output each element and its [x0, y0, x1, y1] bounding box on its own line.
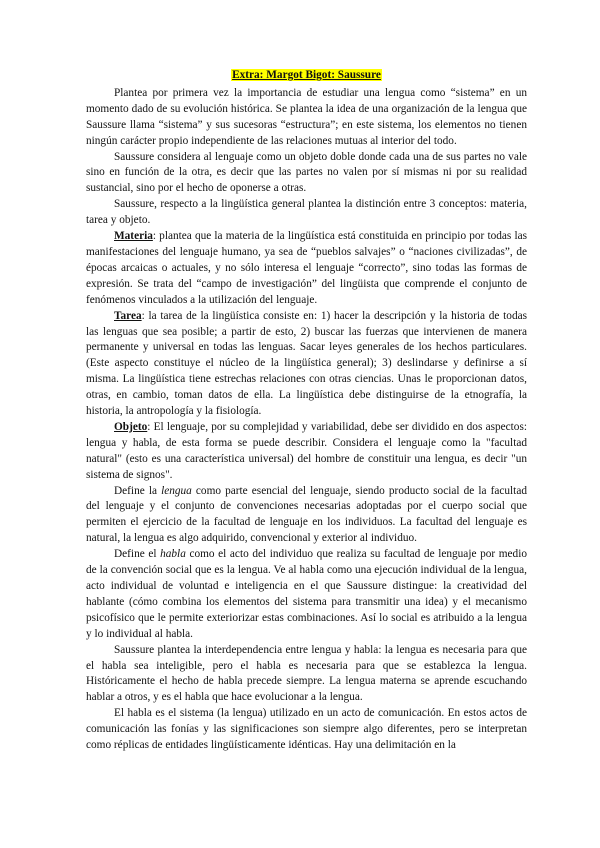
term-materia: Materia	[114, 230, 153, 243]
paragraph-habla: Define el habla como el acto del individuo que realiza su facultad de lenguaje por medio de la convención social que es la lengua. Ve al habla como una ejecución individual de la lengua, acto individual de voluntad e inteligencia en el que Saussure distingue: la creatividad del hablante (cómo combina los elementos del sistema para transmitir una idea) y el mecanismo psicofísico que le permite exteriorizar estas combinaciones. Así lo social es atribuido a la lengua y lo individual al habla.	[86, 548, 527, 640]
term-habla: habla	[160, 548, 186, 561]
paragraph-interdependencia: Saussure plantea la interdependencia entre lengua y habla: la lengua es necesaria para que el habla sea inteligible, pero el habla es necesaria para que se establezca la lengua. Históricamente el hecho de habla precede siempre. La lengua materna se aprende escuchando hablar a otros, y es el habla que hace evolucionar a la lengua.	[86, 643, 527, 704]
term-objeto: Objeto	[114, 420, 148, 433]
document-title: Extra: Margot Bigot: Saussure	[232, 69, 381, 81]
paragraph-objeto-doble: Saussure considera al lenguaje como un objeto doble donde cada una de sus partes no vale sino en función de la otra, es decir que las partes no valen por sí mismas ni por su realidad sustancial, sino por el hecho de oponerse a otras.	[86, 150, 527, 195]
paragraph-materia: Materia: plantea que la materia de la lingüística está constituida en principio por todas las manifestaciones del lenguaje humano, ya sea de “pueblos salvajes” o “naciones civilizadas”, de épocas arcaicas o actuales, y no sólo interesa el lenguaje “correcto”, sino todas las formas de expresión. Se trata del “campo de investigación” del lingüista que comprende el conjunto de fenómenos vinculados a la utilización del lenguaje.	[86, 230, 527, 306]
term-tarea: Tarea	[114, 309, 142, 322]
term-lengua: lengua	[161, 484, 192, 497]
paragraph-sistema: Plantea por primera vez la importancia de estudiar una lengua como “sistema” en un momento dado de su evolución histórica. Se plantea la idea de una organización de la lengua que Saussure llama “sistema” y sus sucesoras “estructura”; en este sistema, los elementos no tienen ningún carácter propio independiente de las relaciones mutuas al interior del todo.	[86, 86, 527, 147]
paragraph-lengua: Define la lengua como parte esencial del lenguaje, siendo producto social de la facultad del lenguaje y el conjunto de convenciones necesarias adoptadas por el cuerpo social que permiten el ejercicio de la facultad de lenguaje en los individuos. La facultad del lenguaje es natural, la lengua es algo adquirido, convencional y exterior al individuo.	[86, 484, 527, 545]
paragraph-tarea: Tarea: la tarea de la lingüística consiste en: 1) hacer la descripción y la historia de todas las lenguas que sea posible; a partir de esto, 2) buscar las fuerzas que intervienen de manera permanente y universal en todas las lenguas. Sacar leyes generales de los hechos particulares. (Este aspecto constituye el núcleo de la lingüística general); 3) deslindarse y definirse a sí misma. La lingüística tiene estrechas relaciones con otras ciencias. Unas le proporcionan datos, otras, en cambio, toman datos de ella. La lingüística debe distinguirse de la etnografía, la historia, la antropología y la fisiología.	[86, 309, 527, 418]
paragraph-tres-conceptos: Saussure, respecto a la lingüística general plantea la distinción entre 3 conceptos: materia, tarea y objeto.	[86, 198, 527, 227]
paragraph-habla-sistema: El habla es el sistema (la lengua) utilizado en un acto de comunicación. En estos actos de comunicación las fonías y las significaciones son siempre algo diferentes, pero se interpretan como réplicas de entidades lingüísticamente idénticas. Hay una delimitación en la	[86, 707, 527, 752]
paragraph-objeto: Objeto: El lenguaje, por su complejidad y variabilidad, debe ser dividido en dos aspectos: lengua y habla, de esta forma se puede describir. Considera el lenguaje como la "facultad natural" (esto es una característica universal) del hombre de constituir una lengua, es decir "un sistema de signos".	[86, 420, 527, 481]
document-page	[86, 68, 527, 754]
